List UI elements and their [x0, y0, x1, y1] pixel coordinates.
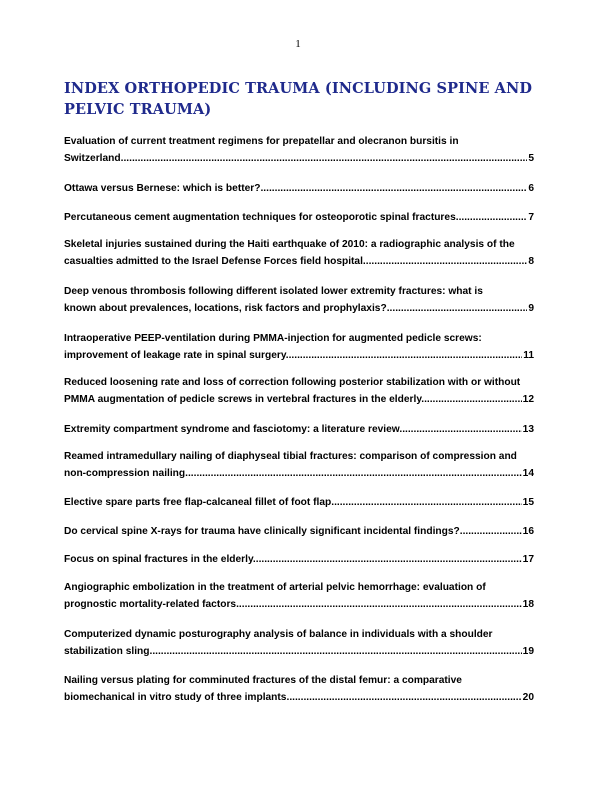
entry-title-end: stabilization sling. — [64, 646, 153, 657]
entry-title-end: Extremity compartment syndrome and fasciotomy: a literature review. — [64, 424, 403, 435]
dot-leader — [152, 643, 521, 660]
entry-title-line: Angiographic embolization in the treatment of arterial pelvic hemorrhage: evaluation of — [64, 582, 486, 593]
entry-page-number: 8 — [528, 256, 534, 267]
entry-leader-line — [64, 643, 534, 660]
entry-title-end: Percutaneous cement augmentation techniques for osteoporotic spinal fractures. — [64, 212, 459, 223]
entry-title-line: Deep venous thrombosis following different isolated lower extremity fractures: what is — [64, 286, 483, 297]
dot-leader — [289, 347, 523, 364]
toc-entry[interactable] — [64, 494, 534, 511]
entry-page-number: 15 — [522, 497, 534, 508]
entry-title-end: improvement of leakage rate in spinal surgery. — [64, 350, 289, 361]
toc-entry[interactable] — [64, 283, 534, 317]
entry-page-number: 13 — [522, 424, 534, 435]
dot-leader — [459, 209, 528, 226]
entry-page-number: 17 — [522, 554, 534, 565]
entry-title-line: Evaluation of current treatment regimens for prepatellar and olecranon bursitis in — [64, 136, 459, 147]
entry-leader-line — [64, 209, 534, 226]
toc-entry[interactable] — [64, 551, 534, 568]
entry-page-number: 12 — [522, 394, 534, 405]
entry-title-end: Focus on spinal fractures in the elderly. — [64, 554, 256, 565]
entry-leader-line — [64, 596, 534, 613]
entry-title-end: biomechanical in vitro study of three implants. — [64, 692, 290, 703]
toc-entry[interactable] — [64, 180, 534, 197]
entry-title-end: Elective spare parts free flap-calcaneal fillet of foot flap. — [64, 497, 335, 508]
entry-title-line: Skeletal injuries sustained during the Haiti earthquake of 2010: a radiographic analysis of the — [64, 239, 515, 250]
dot-leader — [260, 180, 527, 197]
entry-page-number: 19 — [522, 646, 534, 657]
entry-title-end: Do cervical spine X-rays for trauma have clinically significant incidental findings? — [64, 526, 460, 537]
dot-leader — [123, 150, 527, 167]
dot-leader — [256, 551, 522, 568]
dot-leader — [366, 253, 528, 270]
dot-leader — [460, 523, 522, 540]
entry-title-end: non-compression nailing. — [64, 468, 188, 479]
dot-leader — [387, 300, 528, 317]
toc-entry[interactable] — [64, 374, 534, 408]
entry-title-line: Reamed intramedullary nailing of diaphyseal tibial fractures: comparison of compression and — [64, 451, 517, 462]
entry-page-number: 7 — [528, 212, 534, 223]
entry-leader-line — [64, 150, 534, 167]
entry-title-line: Computerized dynamic posturography analysis of balance in individuals with a shoulder — [64, 629, 493, 640]
toc-entry[interactable] — [64, 133, 534, 167]
dot-leader — [402, 421, 521, 438]
entry-leader-line — [64, 523, 534, 540]
entry-leader-line — [64, 551, 534, 568]
dot-leader — [289, 689, 521, 706]
dot-leader — [424, 391, 522, 408]
entry-page-number: 14 — [522, 468, 534, 479]
toc-entry[interactable] — [64, 626, 534, 660]
index-title: INDEX ORTHOPEDIC TRAUMA (INCLUDING SPINE AND PELVIC TRAUMA) — [64, 80, 533, 118]
entry-title-line: Nailing versus plating for comminuted fractures of the distal femur: a comparative — [64, 675, 462, 686]
entry-page-number: 5 — [528, 153, 534, 164]
entry-title-line: Intraoperative PEEP-ventilation during PMMA-injection for augmented pedicle screws: — [64, 333, 482, 344]
entry-page-number: 20 — [522, 692, 534, 703]
toc-entry[interactable] — [64, 209, 534, 226]
toc-entry[interactable] — [64, 579, 534, 613]
entry-leader-line — [64, 391, 534, 408]
entry-title-end: casualties admitted to the Israel Defense Forces field hospital. — [64, 256, 366, 267]
dot-leader — [334, 494, 522, 511]
entry-leader-line — [64, 347, 534, 364]
entry-title-end: Ottawa versus Bernese: which is better? — [64, 183, 261, 194]
entry-page-number: 11 — [523, 350, 534, 361]
entry-page-number: 16 — [522, 526, 534, 537]
entry-page-number: 6 — [528, 183, 534, 194]
page-number: 1 — [295, 38, 301, 50]
entry-leader-line — [64, 253, 534, 270]
entry-title-end: PMMA augmentation of pedicle screws in vertebral fractures in the elderly. — [64, 394, 425, 405]
entry-leader-line — [64, 494, 534, 511]
toc-entry[interactable] — [64, 421, 534, 438]
entry-leader-line — [64, 689, 534, 706]
dot-leader — [188, 465, 522, 482]
entry-leader-line — [64, 300, 534, 317]
toc-entry[interactable] — [64, 523, 534, 540]
entry-title-end: prognostic mortality-related factors. — [64, 599, 239, 610]
toc-entry[interactable] — [64, 330, 534, 364]
dot-leader — [239, 596, 522, 613]
toc-entry[interactable] — [64, 448, 534, 482]
entry-page-number: 9 — [528, 303, 534, 314]
toc-entry[interactable] — [64, 236, 534, 270]
entry-leader-line — [64, 180, 534, 197]
toc-entry[interactable] — [64, 672, 534, 706]
entry-page-number: 18 — [522, 599, 534, 610]
entry-leader-line — [64, 465, 534, 482]
entry-title-end: Switzerland. — [64, 153, 124, 164]
entry-title-line: Reduced loosening rate and loss of correction following posterior stabilization with or without — [64, 377, 521, 388]
entry-leader-line — [64, 421, 534, 438]
entry-title-end: known about prevalences, locations, risk factors and prophylaxis? — [64, 303, 387, 314]
